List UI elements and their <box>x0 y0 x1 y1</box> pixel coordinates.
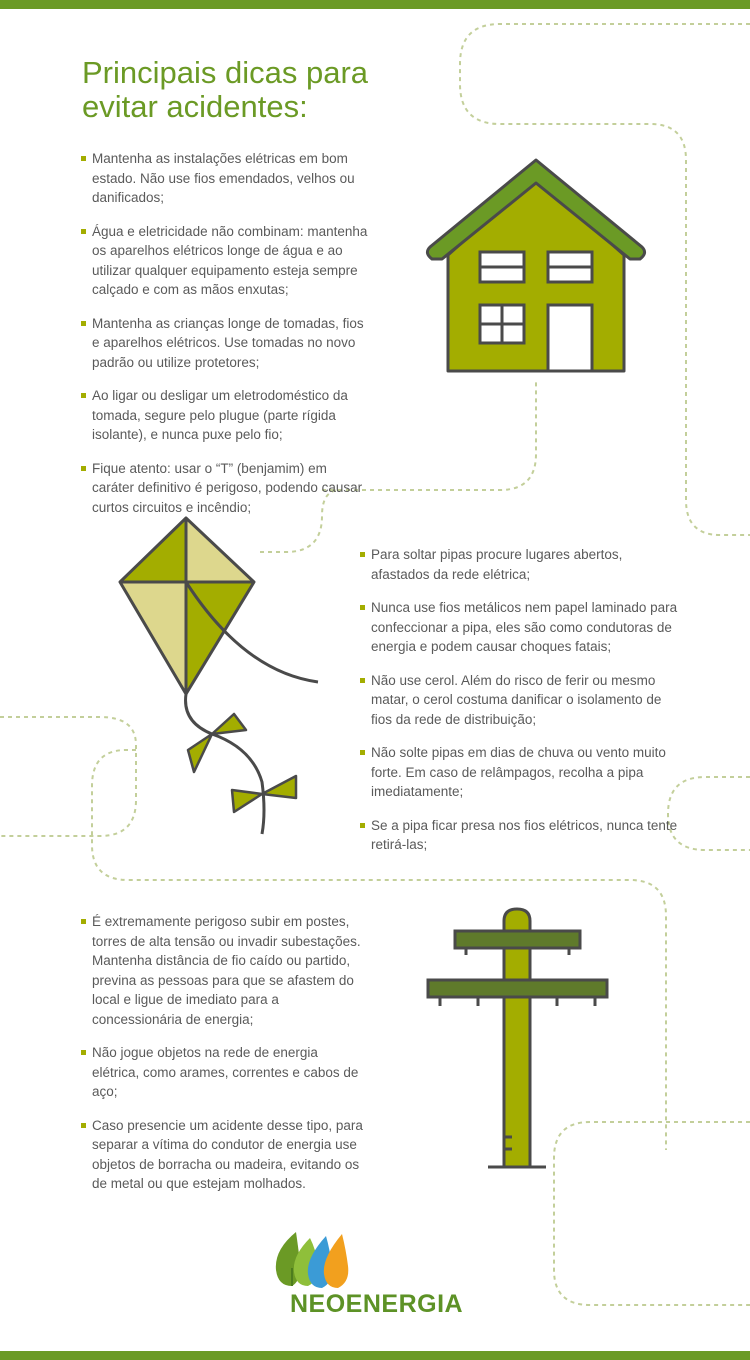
list-item: Ao ligar ou desligar um eletrodoméstico da tomada, segure pelo plugue (parte rígida isolante), e nunca puxe pelo fio; <box>81 386 371 445</box>
list-item: É extremamente perigoso subir em postes, torres de alta tensão ou invadir subestações. Mantenha distância de fio caído ou partido, previna as pessoas para que se afastem do local e ligue de imediato para a concessionária de energia; <box>81 912 366 1029</box>
list-item: Não solte pipas em dias de chuva ou vento muito forte. Em caso de relâmpagos, recolha a pipa imediatamente; <box>360 743 680 802</box>
house-icon <box>424 155 650 377</box>
list-item: Para soltar pipas procure lugares abertos, afastados da rede elétrica; <box>360 545 680 584</box>
list-item: Não use cerol. Além do risco de ferir ou mesmo matar, o cerol costuma danificar o isolamento de fios da rede de distribuição; <box>360 671 680 730</box>
safety-tips-list-power-lines <box>81 912 366 1208</box>
list-item: Não jogue objetos na rede de energia elétrica, como arames, correntes e cabos de aço; <box>81 1043 366 1102</box>
list-item: Nunca use fios metálicos nem papel laminado para confeccionar a pipa, eles são como condutoras de energia e podem causar choques fatais; <box>360 598 680 657</box>
list-item: Se a pipa ficar presa nos fios elétricos, nunca tente retirá-las; <box>360 816 680 855</box>
list-item: Caso presencie um acidente desse tipo, para separar a vítima do condutor de energia use objetos de borracha ou madeira, evitando os de metal ou que estejam molhados. <box>81 1116 366 1194</box>
utility-pole-icon <box>424 903 614 1171</box>
list-item: Mantenha as crianças longe de tomadas, fios e aparelhos elétricos. Use tomadas no novo padrão ou utilize protetores; <box>81 314 371 373</box>
safety-tips-list-kites <box>360 545 680 869</box>
safety-tips-list-home <box>81 149 371 531</box>
logo-text: NEOENERGIA <box>290 1290 464 1318</box>
list-item: Fique atento: usar o “T” (benjamim) em caráter definitivo é perigoso, podendo causar curtos circuitos e incêndio; <box>81 459 371 518</box>
list-item: Água e eletricidade não combinam: mantenha os aparelhos elétricos longe de água e ao utilizar qualquer equipamento esteja sempre calçado e com as mãos enxutas; <box>81 222 371 300</box>
neoenergia-logo <box>268 1228 488 1323</box>
page-title: Principais dicas para evitar acidentes: <box>82 55 369 124</box>
bottom-bar <box>0 1351 750 1360</box>
list-item: Mantenha as instalações elétricas em bom estado. Não use fios emendados, velhos ou danificados; <box>81 149 371 208</box>
kite-icon <box>112 512 326 840</box>
neoenergia-leaves-drops-icon <box>268 1228 358 1292</box>
